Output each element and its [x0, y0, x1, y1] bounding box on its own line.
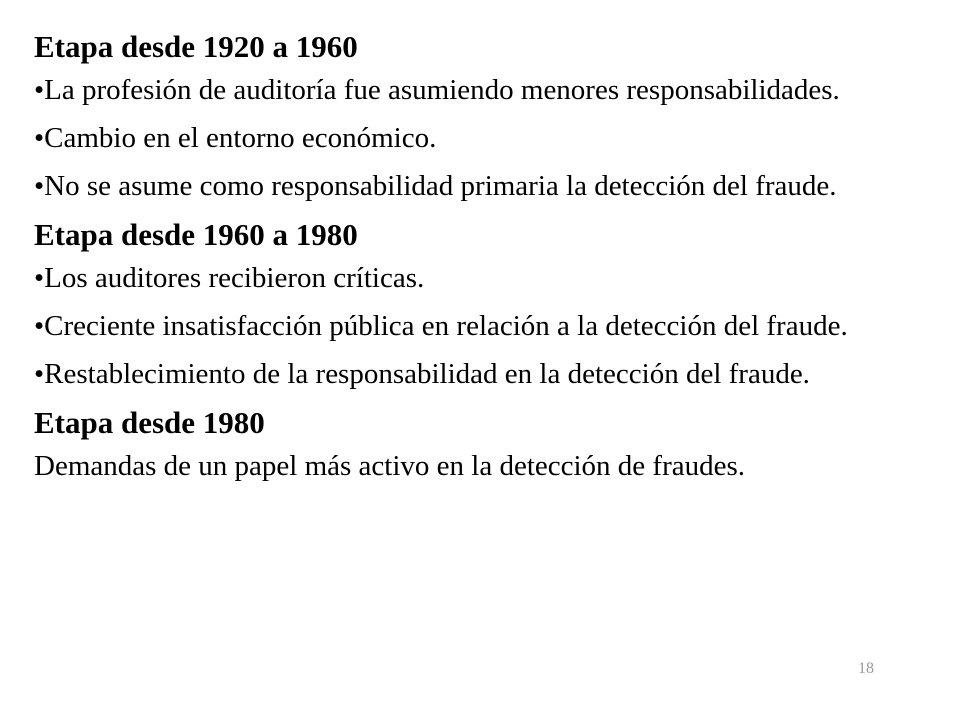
page-number: 18 — [858, 660, 874, 677]
bullet-item: •Creciente insatisfacción pública en relación a la detección del fraude. — [34, 310, 848, 342]
section-heading-1980: Etapa desde 1980 — [34, 405, 265, 440]
bullet-item: •La profesión de auditoría fue asumiendo menores responsabilidades. — [34, 74, 840, 106]
bullet-item: •Los auditores recibieron críticas. — [34, 262, 425, 294]
section-heading-1960-1980: Etapa desde 1960 a 1980 — [34, 217, 358, 252]
section-paragraph: Demandas de un papel más activo en la detección de fraudes. — [34, 450, 746, 482]
slide-content — [34, 28, 918, 484]
bullet-item: •No se asume como responsabilidad primaria la detección del fraude. — [34, 170, 837, 202]
section-heading-1920-1960: Etapa desde 1920 a 1960 — [34, 29, 358, 64]
bullet-item: •Restablecimiento de la responsabilidad en la detección del fraude. — [34, 358, 810, 390]
bullet-item: •Cambio en el entorno económico. — [34, 122, 437, 154]
